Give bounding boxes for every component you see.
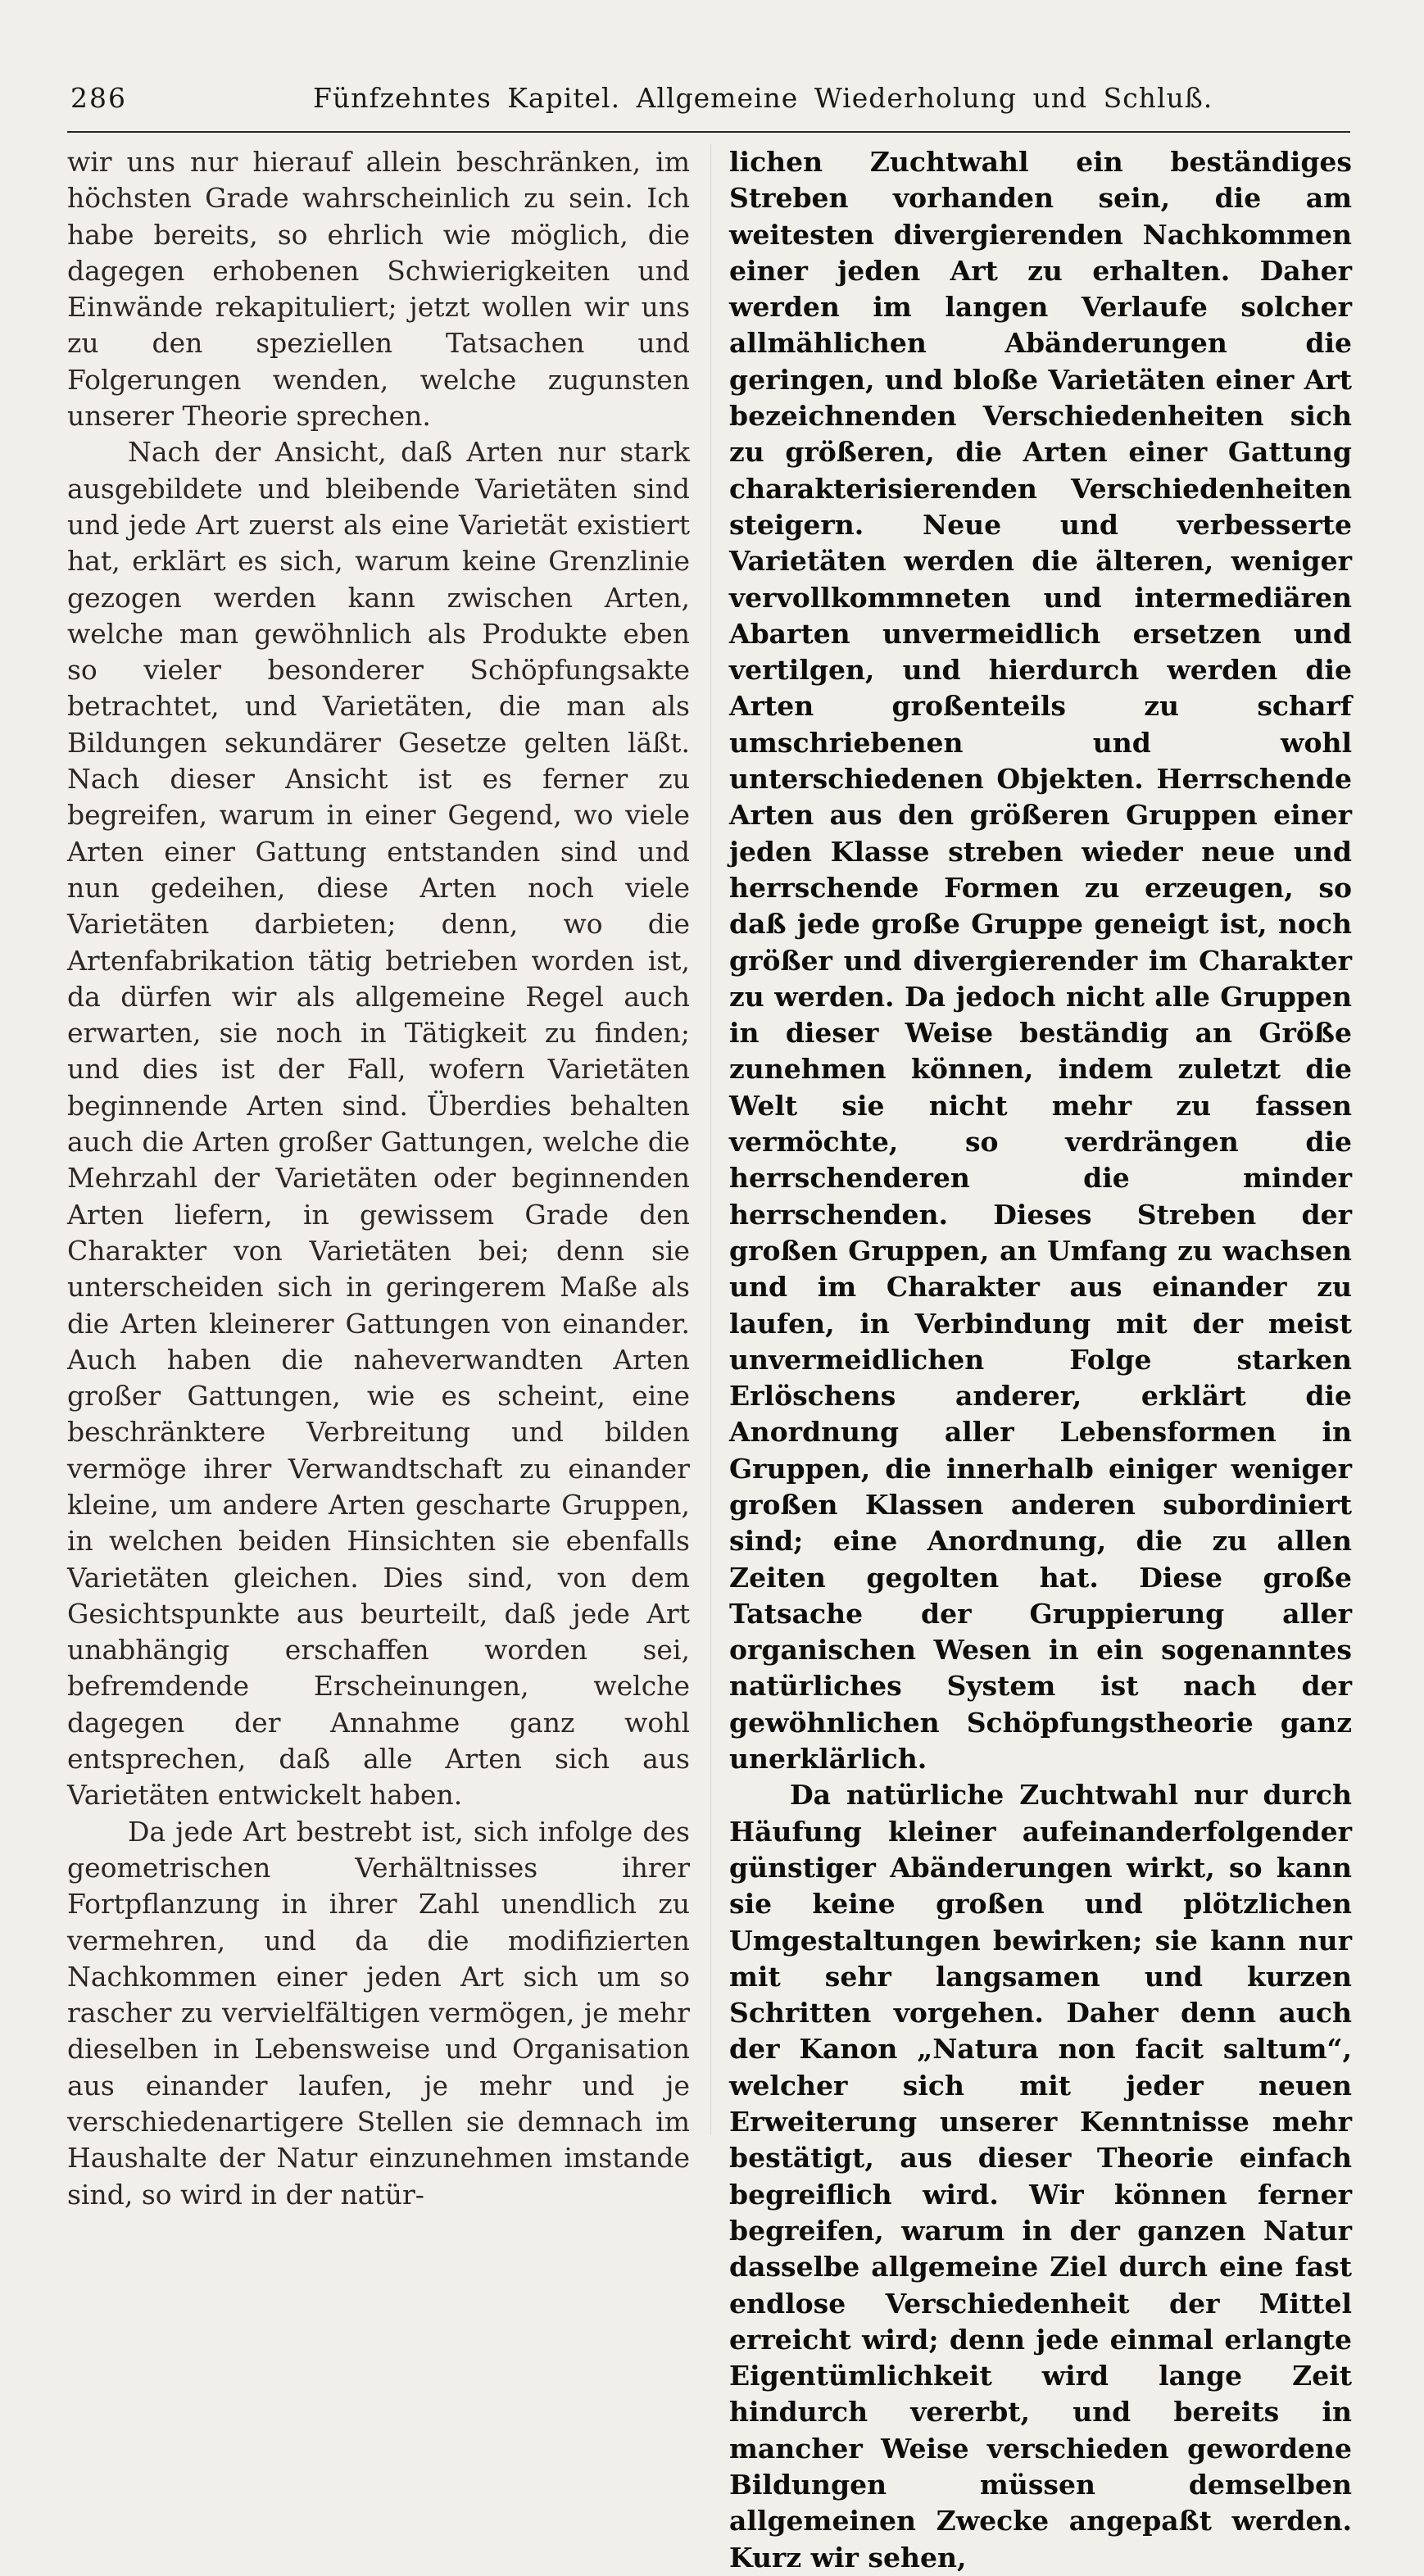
- header-rule: [67, 131, 1350, 133]
- page-number: 286: [70, 82, 127, 114]
- book-page: [67, 75, 1352, 2574]
- paragraph: wir uns nur hierauf allein beschränken, im höchsten Grade wahrscheinlich zu sein. Ich habe bereits, so ehrlich wie möglich, die dagegen erhobenen Schwierigkeiten und Einwände rekapituliert; jetzt wollen wir uns zu den speziellen Tatsachen und Folgerungen wenden, welche zugunsten unserer Theorie sprechen.: [67, 146, 690, 433]
- running-head: Fünfzehntes Kapitel. Allgemeine Wiederholung und Schluß.: [313, 82, 1213, 114]
- paragraph: lichen Zuchtwahl ein beständiges Streben vorhanden sein, die am weitesten divergierenden Nachkommen einer jeden Art zu erhalten. Daher werden im langen Verlaufe solcher allmählichen Abänderungen die geringen, und bloße Varietäten einer Art bezeichnenden Verschiedenheiten sich zu größeren, die Arten einer Gattung charakterisierenden Verschiedenheiten steigern. Neue und verbesserte Varietäten werden die älteren, weniger vervollkommneten und intermediären Abarten unvermeidlich ersetzen und vertilgen, und hierdurch werden die Arten großenteils zu scharf umschriebenen und wohl unterschiedenen Objekten. Herrschende Arten aus den größeren Gruppen einer jeden Klasse streben wieder neue und herrschende Formen zu erzeugen, so daß jede große Gruppe geneigt ist, noch größer und divergierender im Charakter zu werden. Da jedoch nicht alle Gruppen in dieser Weise beständig an Größe zunehmen können, indem zuletzt die Welt sie nicht mehr zu fassen vermöchte, so verdrängen die herrschenderen die minder herrschenden. Dieses Streben der großen Gruppen, an Umfang zu wachsen und im Charakter aus einander zu laufen, in Verbindung mit der meist unvermeidlichen Folge starken Erlöschens anderer, erklärt die Anordnung aller Lebensformen in Gruppen, die innerhalb einiger weniger großen Klassen anderen subordiniert sind; eine Anordnung, die zu allen Zeiten gegolten hat. Diese große Tatsache der Gruppierung aller organischen Wesen in ein sogenanntes natürliches System ist nach der gewöhnlichen Schöpfungstheorie ganz unerklärlich.: [729, 146, 1352, 1776]
- right-column: [729, 144, 1352, 2574]
- paragraph: Da natürliche Zuchtwahl nur durch Häufung kleiner aufeinanderfolgender günstiger Abänderungen wirkt, so kann sie keine großen und plötzlichen Umgestaltungen bewirken; sie kann nur mit sehr langsamen und kurzen Schritten vorgehen. Daher denn auch der Kanon „Natura non facit saltum“, welcher sich mit jeder neuen Erweiterung unserer Kenntnisse mehr bestätigt, aus dieser Theorie einfach begreiflich wird. Wir können ferner begreifen, warum in der ganzen Natur dasselbe allgemeine Ziel durch eine fast endlose Verschiedenheit der Mittel erreicht wird; denn jede einmal erlangte Eigentümlichkeit wird lange Zeit hindurch vererbt, und bereits in mancher Weise verschieden gewordene Bildungen müssen demselben allgemeinen Zwecke angepaßt werden. Kurz wir sehen,: [729, 1779, 1352, 2574]
- column-gutter: [710, 144, 711, 2135]
- left-column: [67, 144, 690, 2211]
- paragraph: Nach der Ansicht, daß Arten nur stark ausgebildete und bleibende Varietäten sind und jede Art zuerst als eine Varietät existiert hat, erklärt es sich, warum keine Grenzlinie gezogen werden kann zwischen Arten, welche man gewöhnlich als Produkte eben so vieler besonderer Schöpfungsakte betrachtet, und Varietäten, die man als Bildungen sekundärer Gesetze gelten läßt. Nach dieser Ansicht ist es ferner zu begreifen, warum in einer Gegend, wo viele Arten einer Gattung entstanden sind und nun gedeihen, diese Arten noch viele Varietäten darbieten; denn, wo die Artenfabrikation tätig betrieben worden ist, da dürfen wir als allgemeine Regel auch erwarten, sie noch in Tätigkeit zu finden; und dies ist der Fall, wofern Varietäten beginnende Arten sind. Überdies behalten auch die Arten großer Gattungen, welche die Mehrzahl der Varietäten oder beginnenden Arten liefern, in gewissem Grade den Charakter von Varietäten bei; denn sie unterscheiden sich in geringerem Maße als die Arten kleinerer Gattungen von einander. Auch haben die naheverwandten Arten großer Gattungen, wie es scheint, eine beschränktere Verbreitung und bilden vermöge ihrer Verwandtschaft zu einander kleine, um andere Arten gescharte Gruppen, in welchen beiden Hinsichten sie ebenfalls Varietäten gleichen. Dies sind, von dem Gesichtspunkte aus beurteilt, daß jede Art unabhängig erschaffen worden sei, befremdende Erscheinungen, welche dagegen der Annahme ganz wohl entsprechen, daß alle Arten sich aus Varietäten entwickelt haben.: [67, 436, 690, 1812]
- page-header: [67, 75, 1350, 121]
- paragraph: Da jede Art bestrebt ist, sich infolge des geometrischen Verhältnisses ihrer Fortpflanzung in ihrer Zahl unendlich zu vermehren, und da die modifizierten Nachkommen einer jeden Art sich um so rascher zu vervielfältigen vermögen, je mehr dieselben in Lebensweise und Organisation aus einander laufen, je mehr und je verschiedenartigere Stellen sie demnach im Haushalte der Natur einzunehmen imstande sind, so wird in der natür-: [67, 1815, 690, 2211]
